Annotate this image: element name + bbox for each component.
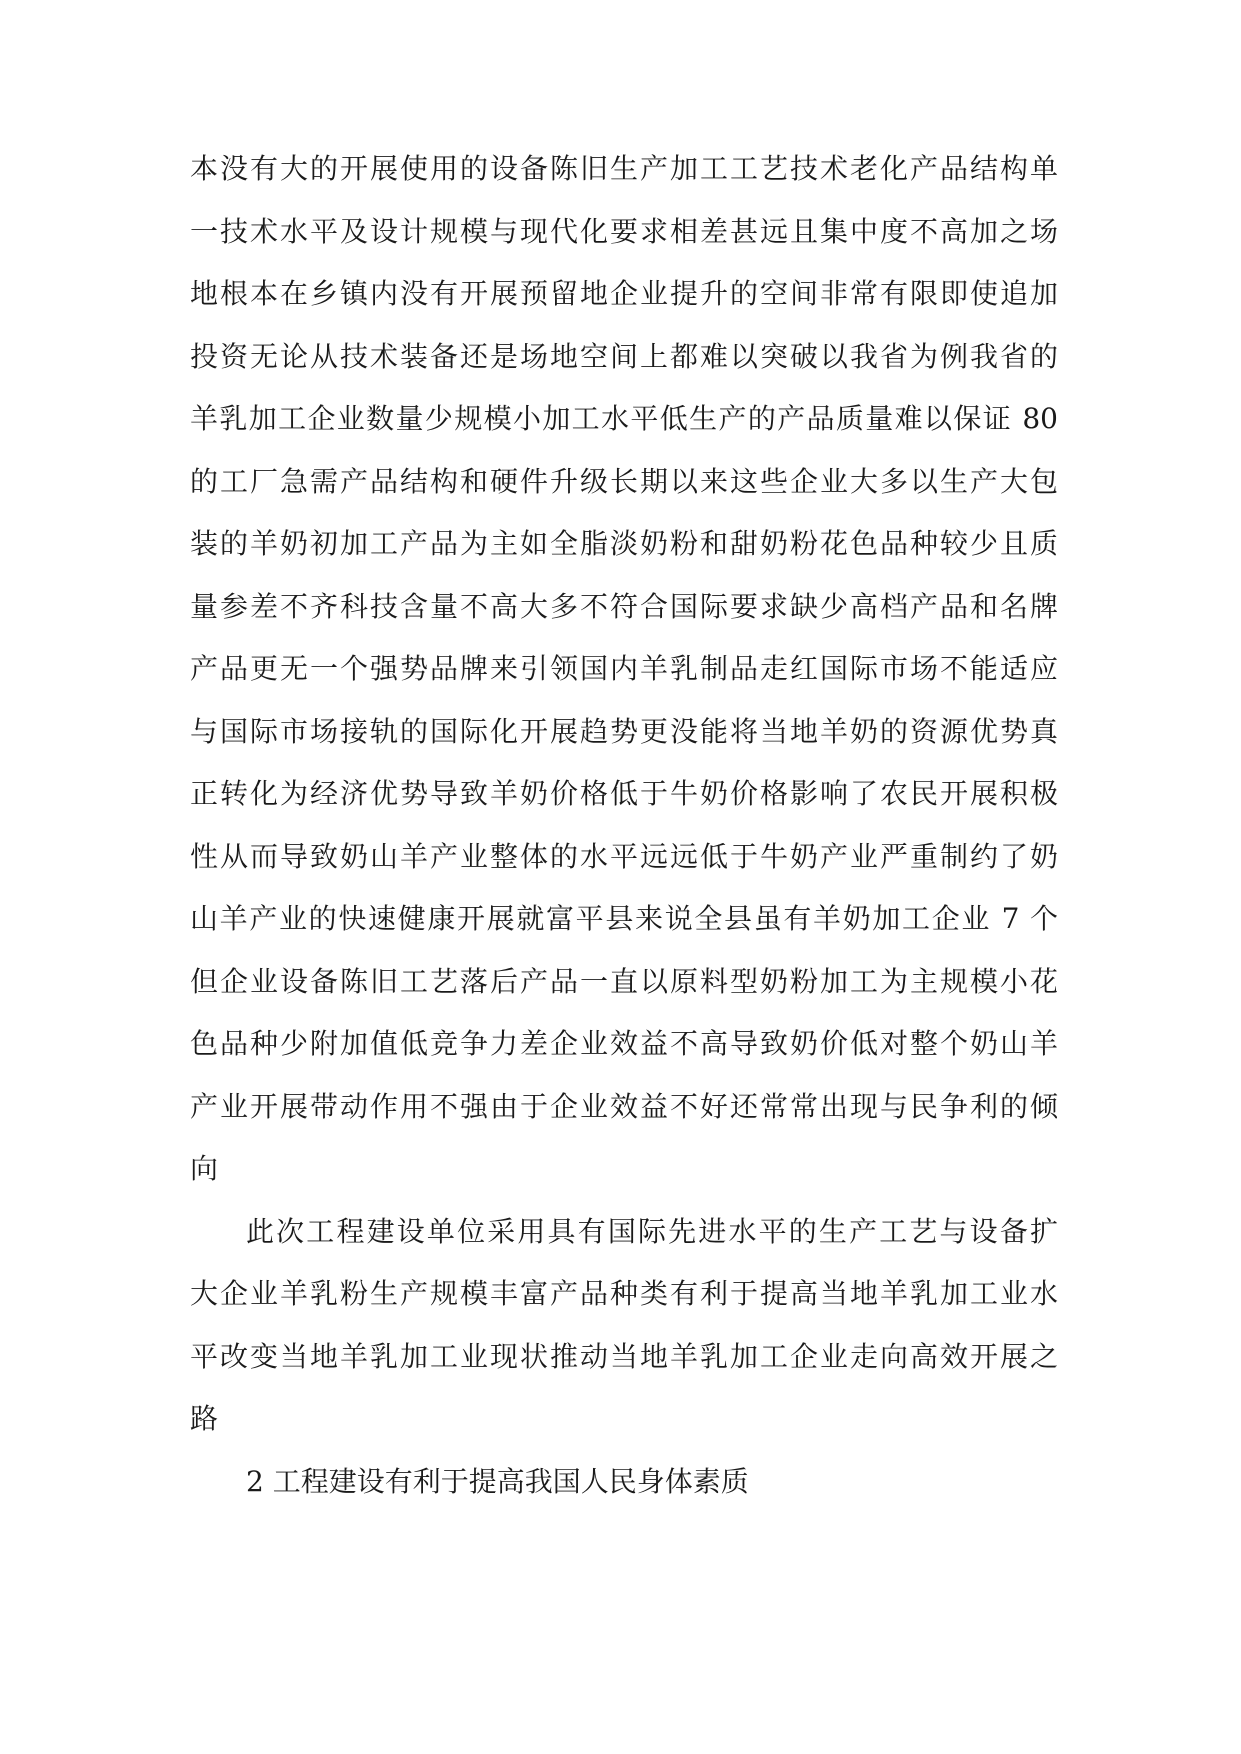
text-line: 产业开展带动作用不强由于企业效益不好还常常出现与民争利的倾 xyxy=(190,1089,1058,1123)
text-line: 性从而导致奶山羊产业整体的水平远远低于牛奶产业严重制约了奶 xyxy=(190,839,1058,873)
section-heading xyxy=(190,1451,1058,1514)
text-line: 羊乳加工企业数量少规模小加工水平低生产的产品质量难以保证 80 xyxy=(190,402,1058,435)
heading-line: 2 工程建设有利于提高我国人民身体素质 xyxy=(246,1464,749,1498)
text-line: 山羊产业的快速健康开展就富平县来说全县虽有羊奶加工企业 7 个 xyxy=(190,902,1058,935)
text-line: 一技术水平及设计规模与现代化要求相差甚远且集中度不高加之场 xyxy=(190,214,1058,248)
text-line: 色品种少附加值低竞争力差企业效益不高导致奶价低对整个奶山羊 xyxy=(190,1027,1058,1060)
text-line: 地根本在乡镇内没有开展预留地企业提升的空间非常有限即使追加 xyxy=(190,277,1058,310)
text-line: 本没有大的开展使用的设备陈旧生产加工工艺技术老化产品结构单 xyxy=(190,152,1058,185)
paragraph-1 xyxy=(190,138,1058,1201)
text-line: 路 xyxy=(190,1402,219,1435)
text-line: 投资无论从技术装备还是场地空间上都难以突破以我省为例我省的 xyxy=(190,339,1058,373)
text-line: 向 xyxy=(190,1152,219,1185)
text-line: 产品更无一个强势品牌来引领国内羊乳制品走红国际市场不能适应 xyxy=(190,652,1058,685)
text-line: 此次工程建设单位采用具有国际先进水平的生产工艺与设备扩 xyxy=(246,1214,1058,1248)
text-line: 但企业设备陈旧工艺落后产品一直以原料型奶粉加工为主规模小花 xyxy=(190,964,1058,998)
document-body xyxy=(190,138,1058,1513)
text-line: 平改变当地羊乳加工业现状推动当地羊乳加工企业走向高效开展之 xyxy=(190,1339,1058,1373)
text-line: 正转化为经济优势导致羊奶价格低于牛奶价格影响了农民开展积极 xyxy=(190,777,1058,810)
text-line: 的工厂急需产品结构和硬件升级长期以来这些企业大多以生产大包 xyxy=(190,464,1058,498)
paragraph-2 xyxy=(190,1201,1058,1451)
text-line: 量参差不齐科技含量不高大多不符合国际要求缺少高档产品和名牌 xyxy=(190,589,1058,623)
text-line: 装的羊奶初加工产品为主如全脂淡奶粉和甜奶粉花色品种较少且质 xyxy=(190,527,1058,560)
text-line: 大企业羊乳粉生产规模丰富产品种类有利于提高当地羊乳加工业水 xyxy=(190,1277,1058,1310)
text-line: 与国际市场接轨的国际化开展趋势更没能将当地羊奶的资源优势真 xyxy=(190,714,1058,748)
